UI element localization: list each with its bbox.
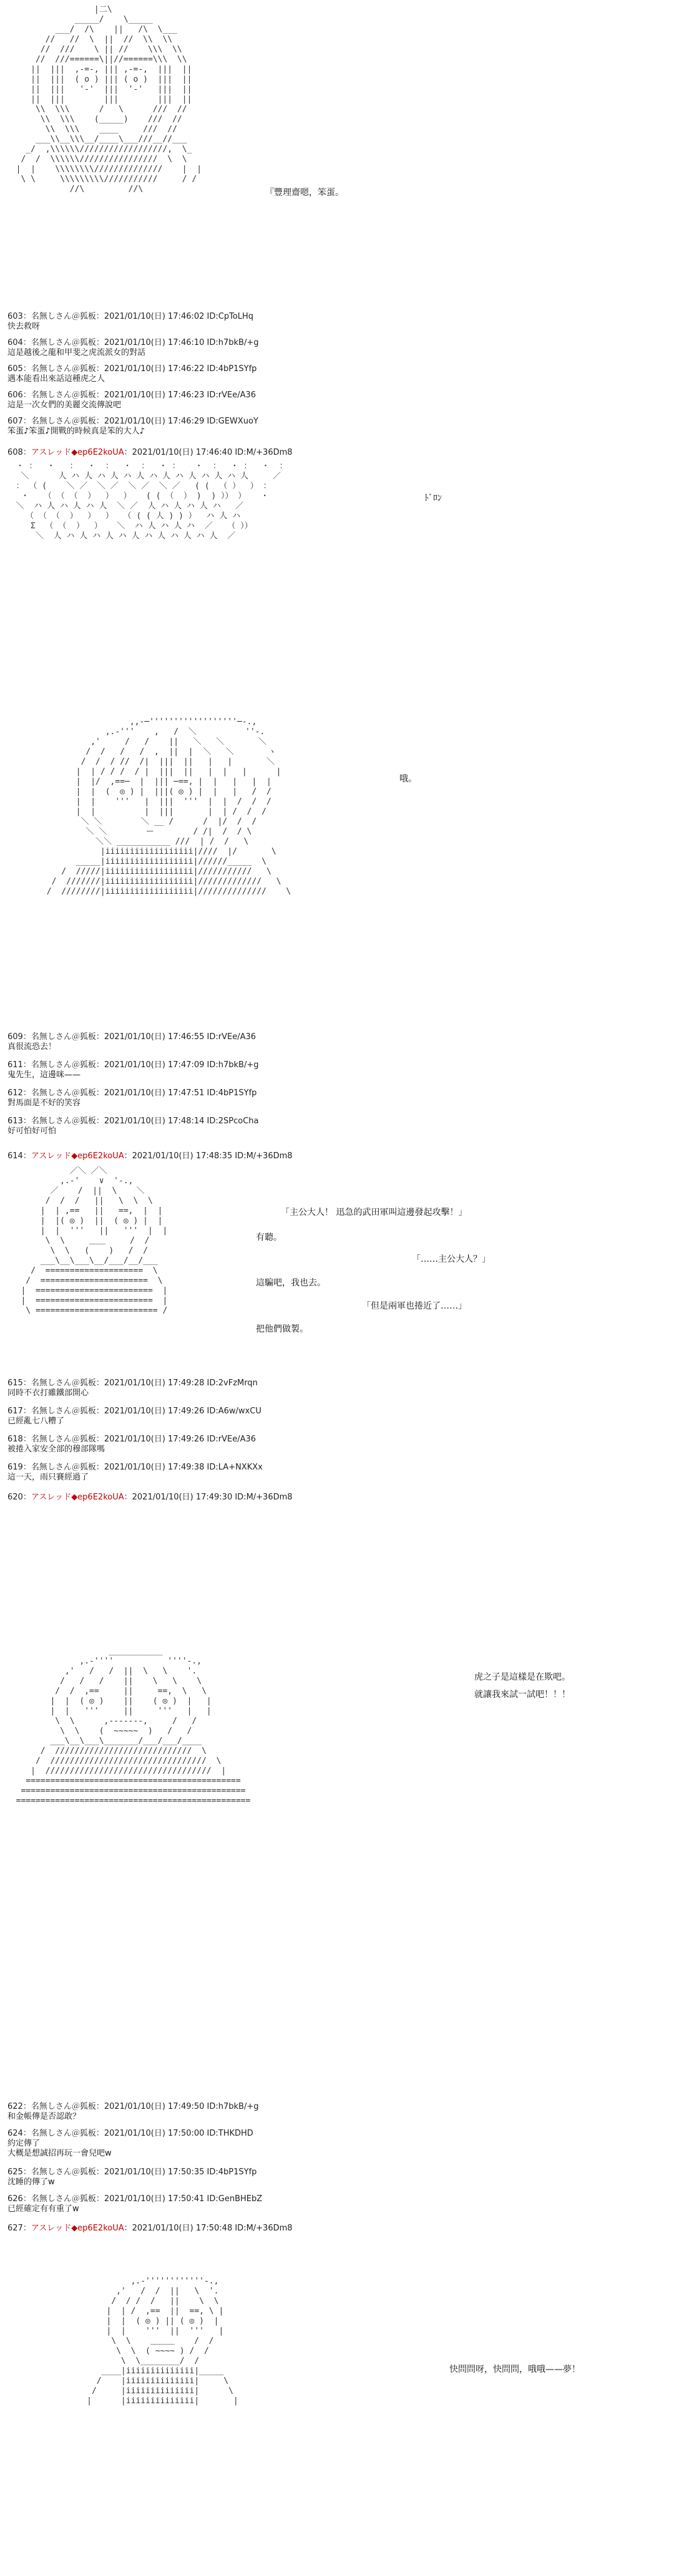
- post-number: 614：: [7, 1151, 31, 1161]
- speech-line: 「但是兩軍也捲近了……」: [362, 1301, 467, 1311]
- speech-line: 把他們做製。: [256, 1324, 308, 1334]
- post-header: 611：名無しさん＠狐板：2021/01/10(日) 17:47:09 ID:h7bkB/+g: [7, 1060, 259, 1070]
- speech-line: 就讓我來試一試吧！！！: [474, 1690, 570, 1700]
- ascii-art-scene-3: ,,-─''''''''''''''''''─-., ,.-''' , / ＼ ''-. ,' / / || ＼ ＼ ＼ / / / / , || | ＼ ＼ ヽ / / / // /| ||| || | | ＼ | | / / / / | ||| || | | | | | |/ ,==─ | ||| ─==, | | | | | | | ( ◎ ) | |||( ◎ ) | | | / / | | ''' | ||| ''' | | / / / | | | ||| | | / / / ＼ ＼ ＼ __ / / |/ / / ＼ ＼ ー / /| / / \ ＼＼ ___________ /// | / / \ |iiiiiiiiiiiiiiiiii|//// |/ \ _____|iiiiiiiiiiiiiiiiii|//////_____ \ / /////|iiiiiiiiiiiiiiiiii|/////////// \ / ///////|iiiiiiiiiiiiiiiiii|///////////// \ / ////////|iiiiiiiiiiiiiiiiii|////////////// \: [46, 717, 291, 896]
- speech-scene-1: 『豐理齋嗯，笨蛋。: [265, 188, 344, 198]
- post-header: 609：名無しさん＠狐板：2021/01/10(日) 17:46:55 ID:rVEe/A36: [7, 1032, 256, 1042]
- post-meta: ：2021/01/10(日) 17:46:40 ID:M/+36Dm8: [124, 448, 293, 457]
- author-name-link[interactable]: アスレッド: [31, 1151, 72, 1161]
- post-header: 622：名無しさん＠狐板：2021/01/10(日) 17:49:50 ID:h7bkB/+g: [7, 2102, 259, 2111]
- post-header: 625：名無しさん＠狐板：2021/01/10(日) 17:50:35 ID:4bP1SYfp: [7, 2167, 257, 2177]
- post-body: 對馬面是不好的笑容: [7, 1098, 81, 1108]
- post-header: 606：名無しさん＠狐板：2021/01/10(日) 17:46:23 ID:rVEe/A36: [7, 390, 256, 400]
- post-header: 624：名無しさん＠狐板：2021/01/10(日) 17:50:00 ID:THKDHD: [7, 2129, 253, 2138]
- post-body: 遇本能看出來話這種虎之人: [7, 374, 105, 384]
- post-body: 已經亂七八糟了: [7, 1416, 65, 1426]
- post-header: 612：名無しさん＠狐板：2021/01/10(日) 17:47:51 ID:4bP1SYfp: [7, 1088, 257, 1098]
- post-meta: ：2021/01/10(日) 17:48:35 ID:M/+36Dm8: [124, 1151, 293, 1161]
- speech-scene-3: 哦。: [399, 774, 417, 784]
- post-body: 已經確定有有重了w: [7, 2204, 79, 2214]
- post-body: 這一天，雨只賽經過了: [7, 1473, 89, 1482]
- post-meta: ：2021/01/10(日) 17:49:30 ID:M/+36Dm8: [124, 1493, 293, 1502]
- post-body: 和金帳傳是否認敢？: [7, 2112, 81, 2121]
- post-body: 真很流恐去！: [7, 1042, 57, 1052]
- author-trip: ◆ep6E2koUA: [71, 1493, 124, 1502]
- speech-line: 「……主公大人？」: [412, 1254, 491, 1264]
- speech-line: 這騙吧，我也去。: [256, 1278, 326, 1288]
- post-body: 鬼先生，這邊咪——: [7, 1070, 81, 1080]
- author-name-link[interactable]: アスレッド: [31, 2224, 72, 2233]
- post-number: 620：: [7, 1493, 31, 1502]
- post-number: 608：: [7, 448, 31, 457]
- author-name-link[interactable]: アスレッド: [31, 448, 72, 457]
- author-post-header: [7, 1493, 293, 1503]
- post-body: 好可怕好可怕: [7, 1126, 57, 1136]
- post-header: 604：名無しさん＠狐板：2021/01/10(日) 17:46:10 ID:h7bkB/+g: [7, 338, 259, 347]
- post-body: 沈睡的傳了w: [7, 2177, 55, 2187]
- post-header: 618：名無しさん＠狐板：2021/01/10(日) 17:49:26 ID:rVEe/A36: [7, 1435, 256, 1444]
- post-body: 快去救呀: [7, 322, 41, 331]
- speech-line: 有聽。: [256, 1232, 282, 1242]
- author-post-header: [7, 1151, 293, 1161]
- post-header: 605：名無しさん＠狐板：2021/01/10(日) 17:46:22 ID:4bP1SYfp: [7, 364, 257, 374]
- post-header: 603：名無しさん＠狐板：2021/01/10(日) 17:46:02 ID:CpToLHq: [7, 312, 254, 321]
- ascii-art-scene-2: ・ ： ・ ： ・ ： ・ ： ・ ： ・ ： ・ ： ・ ： ＼ 人 ハ 人 ハ 人 ハ 人 ハ 人 ハ 人 ハ 人 ハ 人 ／ ： （ ( ＼ ／ ＼ ／ ＼ ／ ＼ ／ ( ( （ ） ） ： ・ （ （ （ ） ） ） ( ( （ ） ) ) ）） ） ・ ＼ ハ 人 ハ 人 ハ 人 ＼ ／ 人 ハ 人 ハ 人 ハ ／ （ （ （ ） ） ） （ ( ( 人 ) ) ） ハ 人 ハ Σ （ （ ） ） ＼ ハ 人 ハ 人 ハ ／ （ ）） ＼ 人 ハ 人 ハ 人 ハ 人 ハ 人 ハ 人 ハ 人 ／: [16, 462, 288, 541]
- post-header: 626：名無しさん＠狐板：2021/01/10(日) 17:50:41 ID:GenBHEbZ: [7, 2194, 263, 2204]
- post-header: 615：名無しさん＠狐板：2021/01/10(日) 17:49:28 ID:2vFzMrqn: [7, 1378, 258, 1388]
- post-number: 627：: [7, 2224, 31, 2233]
- author-name-link[interactable]: アスレッド: [31, 1493, 72, 1502]
- author-trip: ◆ep6E2koUA: [71, 2224, 124, 2233]
- post-header: 613：名無しさん＠狐板：2021/01/10(日) 17:48:14 ID:2SPcoCha: [7, 1116, 259, 1126]
- post-header: 617：名無しさん＠狐板：2021/01/10(日) 17:49:26 ID:A6w/wxCU: [7, 1407, 261, 1416]
- ascii-art-scene-1: |二\ _____/ \_____ ___/ /\ || /\ \___ // // \ || // \\ \\ // /// \ || // \\\ \\ // ///======\||//======\\\ \\ || ||| ,-=-, ||| ,-=-, ||| || || ||| ( o ) ||| ( o ) ||| || || ||| '-' ||| '-' ||| || || ||| ||| ||| || \\ \\\ / \ /// // \\ \\\ (_____) /// // \\ \\\ ____ /// // ___\\__\\\__/____\___///__//___ _/ ,\\\\\\//////////////////, \_ / / \\\\\\//////////////// \ \ | | \\\\\\\\////////////// | | \ \ \\\\\\\\\/////////// / / //\ //\: [16, 5, 202, 194]
- ascii-art-scene-5: ___________ ,.-'''' ''''-., ,' / / || \ \ '. / / / || \ \ \ / / ,== || ==, \ \ | | ( ◎ ) || ( ◎ ) | | | | ''' || ''' | | \ \ ,-------, / / \ \ ( ~~~~~ ) / / ___\__\___\_______/___/___/____ / //////////////////////////// \ / //////////////////////////////// \ | ////////////////////////////////// | ============================================ ============================================== ================================================: [16, 1647, 251, 1806]
- author-post-header: [7, 448, 293, 458]
- post-body: 這是一次女們的美麗交流傳說吧: [7, 400, 122, 410]
- post-meta: ：2021/01/10(日) 17:50:48 ID:M/+36Dm8: [124, 2224, 293, 2233]
- ascii-art-scene-6: ,.-''''''''''''-., ,' / / || \ '. / / / / || \ \ | | / ,== || ==, \ | | | ( ◎ ) || ( ◎ ) | | | ''' || ''' | \ \ ＿＿＿ / / \ \ ( ~~~~ ) / / \ \________/ / ____|iiiiiiiiiiiiii|_____ / |iiiiiiiiiiiiii| \ / |iiiiiiiiiiiiii| \ | |iiiiiiiiiiiiii| |: [87, 2277, 238, 2406]
- author-post-header: [7, 2224, 293, 2234]
- speech-line: 虎之子是這樣是在欺吧。: [474, 1672, 570, 1682]
- post-body: 約定傳了 大概是想誠招再玩一會兒吧w: [7, 2139, 112, 2158]
- post-header: 607：名無しさん＠狐板：2021/01/10(日) 17:46:29 ID:GEWXuoY: [7, 417, 258, 426]
- speech-line: 「主公大人！ 迅急的武田軍叫這邊發起攻擊！」: [281, 1208, 467, 1218]
- post-body: 笨蛋♪笨蛋♪開戰的時候真是笨的大人♪: [7, 427, 145, 436]
- ascii-art-scene-4: ／＼ ／＼ ,.-' ∨ '-., ／ / || \ ＼ / / / || \ \ \ | | ,== || ==, | | | |( ◎ ) || ( ◎ ) | | | | ''' || ''' | | \ \ ＿＿ / / \ \ ( ) / / ___\__\___\__/___/__/___ / ==================== \ / ====================== \ | ======================== | | ======================== | \ ========================= /: [21, 1166, 168, 1315]
- author-trip: ◆ep6E2koUA: [71, 448, 124, 457]
- author-trip: ◆ep6E2koUA: [71, 1151, 124, 1161]
- post-body: 這是越後之龍和甲斐之虎流派女的對話: [7, 348, 146, 357]
- post-body: 同時不衣打雖鐵部開心: [7, 1388, 89, 1398]
- speech-scene-6: 快問問呀，快問問，哦哦——夢！: [449, 2365, 580, 2375]
- speech-scene-2: ﾄﾞﾛﾝ: [424, 493, 442, 503]
- post-body: 被捲入家安全部的穆部隊嗎: [7, 1445, 105, 1454]
- post-header: 619：名無しさん＠狐板：2021/01/10(日) 17:49:38 ID:LA+NXKXx: [7, 1463, 263, 1472]
